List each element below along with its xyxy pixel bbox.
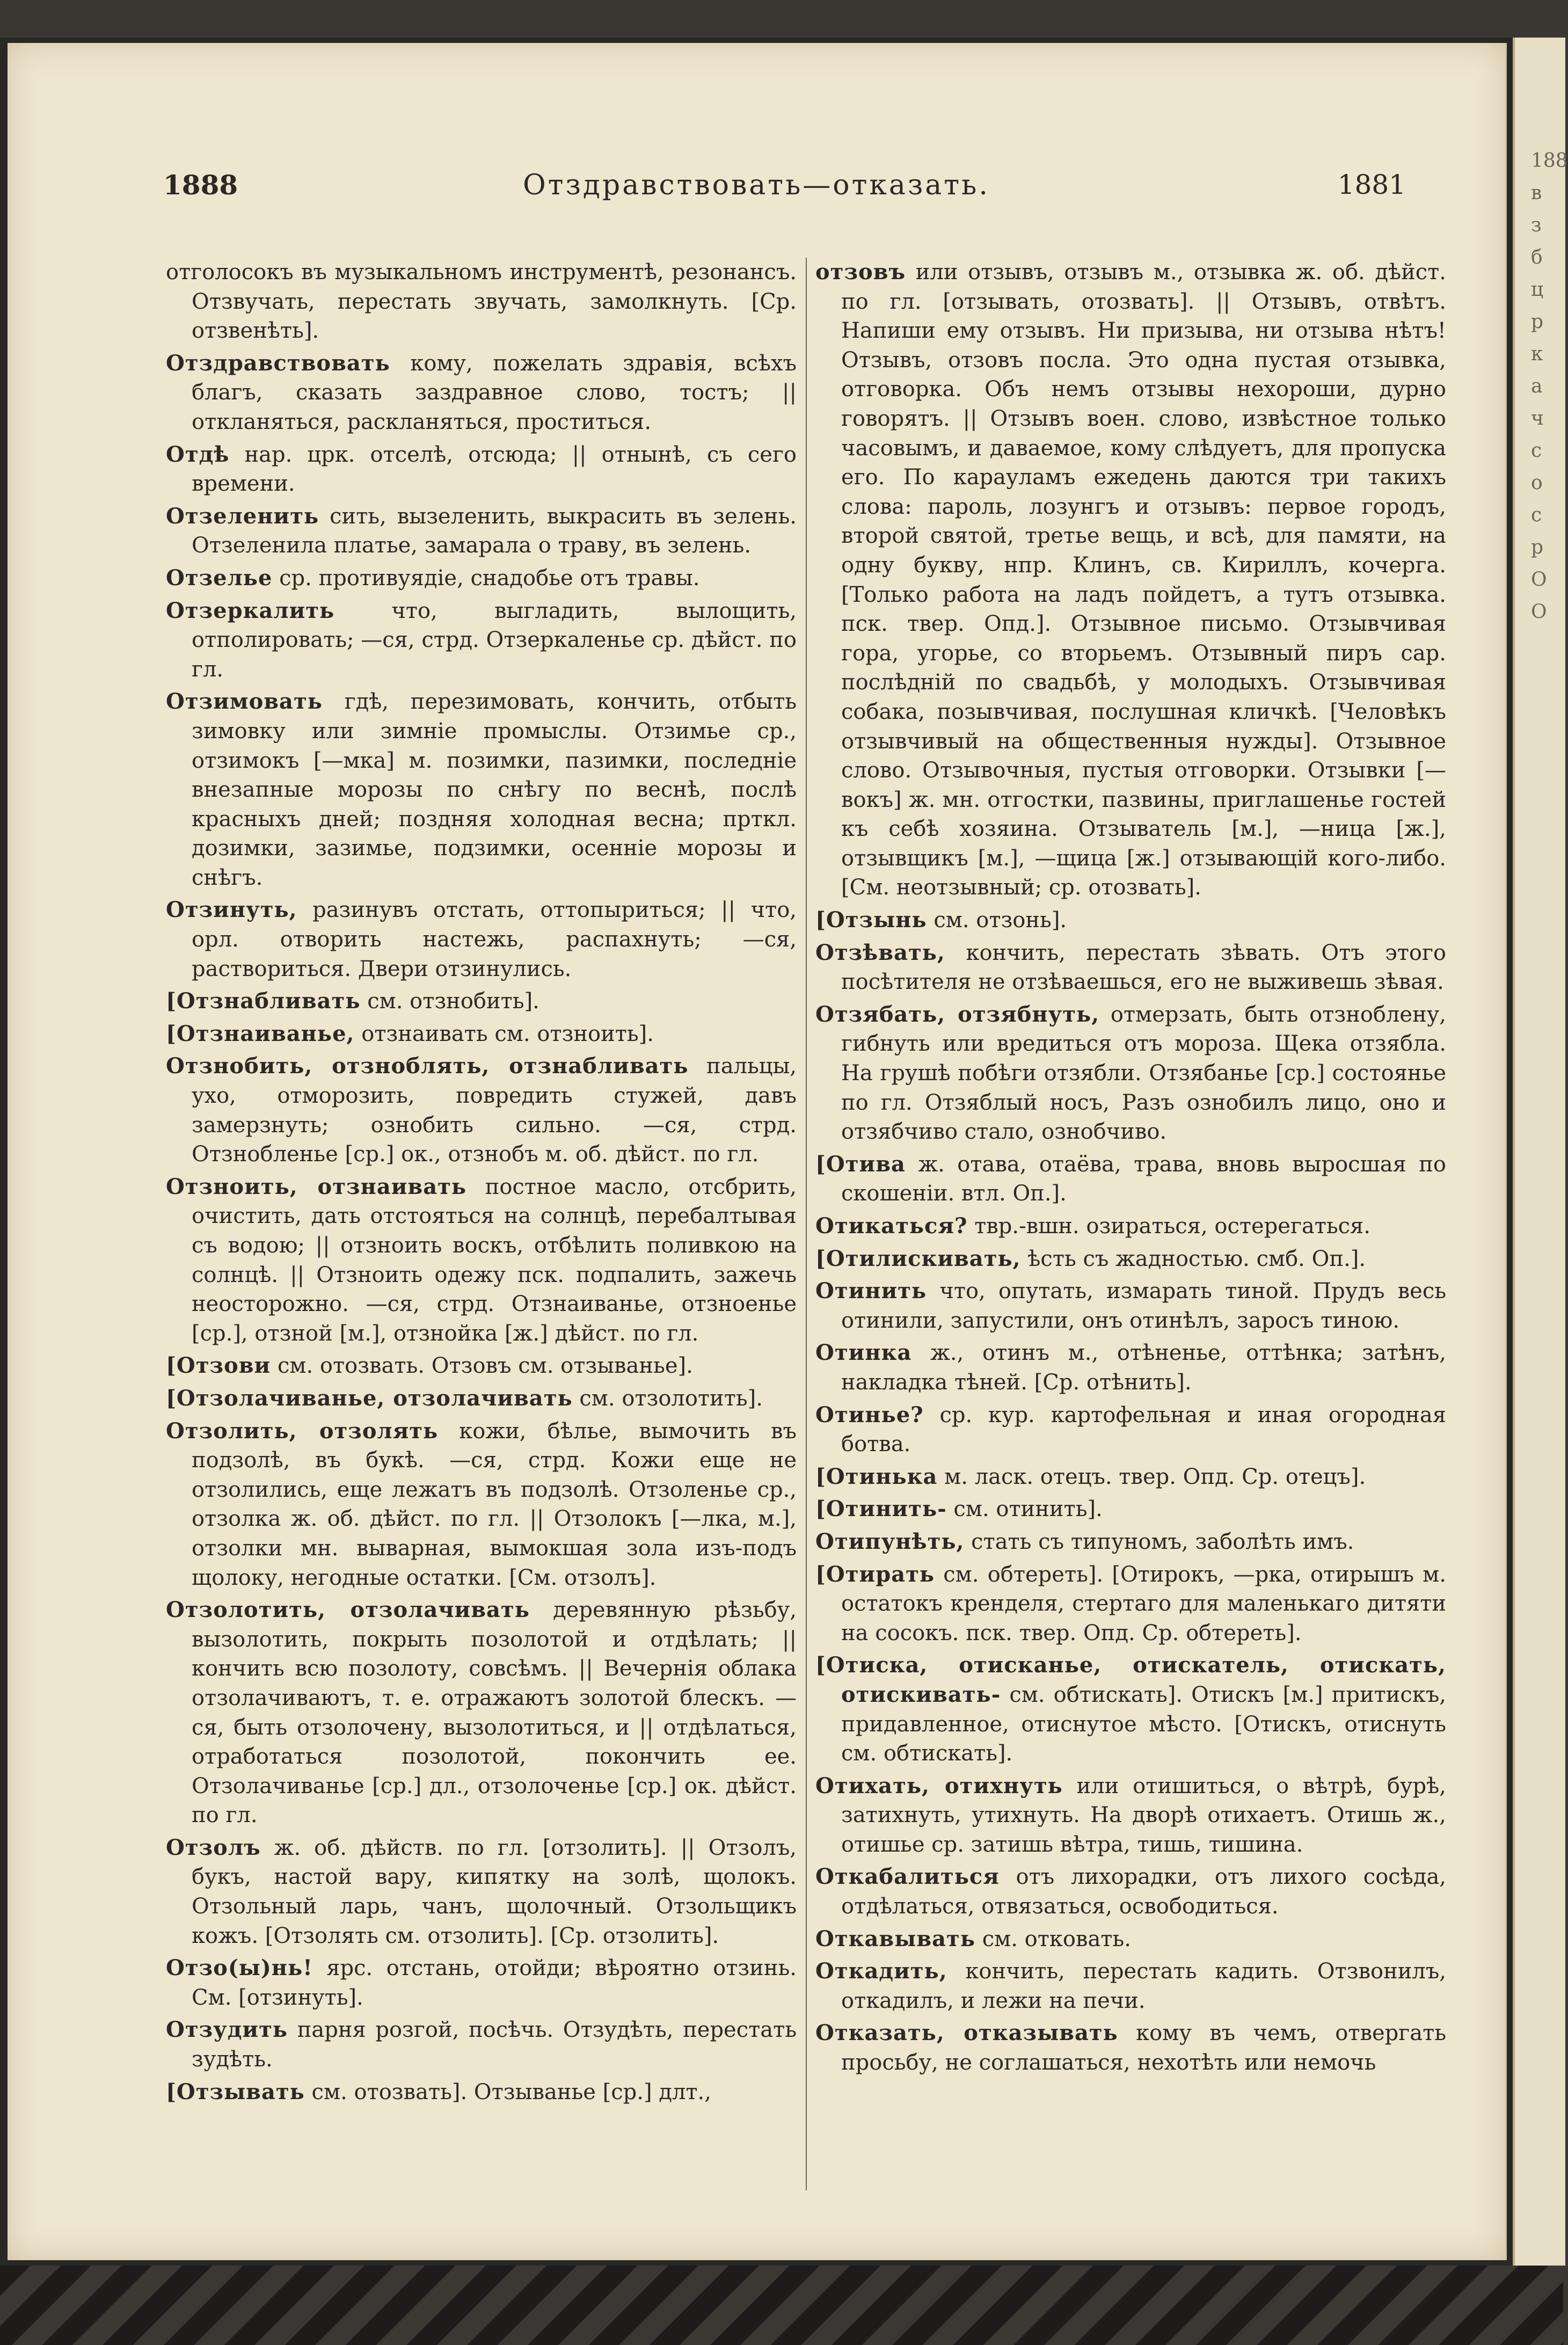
dictionary-entry [166, 1833, 797, 1950]
next-page-edge [1513, 38, 1568, 2266]
dictionary-entry [166, 349, 797, 437]
entry-definition: что, выгладить, вылощить, отполировать; —ся, стрд. Отзеркаленье ср. дѣйст. по гл. [192, 598, 797, 682]
margin-glyph: а [1531, 375, 1543, 397]
dictionary-entry [815, 1957, 1446, 2015]
dictionary-entry [815, 1925, 1446, 1954]
dictionary-entry [815, 1150, 1446, 1208]
entry-definition: см. отозвать. Отзовъ см. отзыванье]. [277, 1353, 693, 1379]
entry-headword: Отзябать, отзябнуть, [815, 1001, 1100, 1027]
entry-headword: Откабалиться [815, 1864, 1000, 1890]
entry-definition: гдѣ, перезимовать, кончить, отбыть зимовку или зимніе промыслы. Отзимье ср., отзимокъ [—мка] м. позимки, пазимки, последніе внезапные морозы по снѣгу по веснѣ, послѣ красныхъ дней; поздняя холодная весна; прткл. дозимки, зазимье, подзимки, осенніе морозы и снѣгъ. [192, 689, 797, 890]
left-column [166, 258, 797, 2110]
entry-definition: ѣсть съ жадностью. смб. Оп.]. [1027, 1246, 1366, 1271]
entry-headword: Отзноить, отзнаивать [166, 1174, 467, 1199]
dictionary-entry [815, 1244, 1446, 1274]
entry-definition: см. обтискать]. Отискъ [м.] притискъ, придавленное, отиснутое мѣсто. [Отискъ, отиснуть см. обтискать]. [841, 1682, 1446, 1766]
dictionary-entry [815, 1462, 1446, 1492]
entry-headword: [Отинить- [815, 1496, 947, 1522]
entry-definition: пальцы, ухо, отморозить, повредить стужей, давъ замерзнуть; ознобить сильно. —ся, стрд. Отзнобленье [ср.] ок., отзнобъ м. об. дѣйст. по гл. [192, 1054, 797, 1167]
entry-definition: сить, вызеленить, выкрасить въ зелень. Отзеленила платье, замарала о траву, въ зелень. [192, 504, 797, 558]
entry-definition: кому, пожелать здравія, всѣхъ благъ, сказать заздравное слово, тостъ; || откланяться, раскланяться, проститься. [192, 351, 797, 434]
dictionary-entry [815, 938, 1446, 997]
entry-headword: [Отзови [166, 1353, 271, 1379]
entry-headword: Отдѣ [166, 441, 230, 467]
entry-definition: отзнаивать см. отзноить]. [361, 1021, 654, 1046]
dictionary-entry [815, 1651, 1446, 1768]
entry-definition: ж. об. дѣйств. по гл. [отзолить]. || Отзолъ, букъ, настой вару, кипятку на золѣ, щолокъ. Отзольный ларь, чанъ, щолочный. Отзольщикъ кожъ. [Отзолять см. отзолить]. [Ср. отзолить]. [192, 1835, 797, 1948]
entry-definition: кончить, перестать зѣвать. Отъ этого посѣтителя не отзѣваешься, его не выживешь зѣвая. [841, 940, 1447, 995]
dictionary-entry [166, 564, 797, 593]
margin-glyph: ч [1531, 407, 1544, 429]
entry-headword: [Отзынь [815, 907, 927, 933]
dictionary-entry [815, 906, 1446, 935]
entry-definition: или отзывъ, отзывъ м., отзывка ж. об. дѣйст. по гл. [отзывать, отозвать]. || Отзывъ, отвѣтъ. Напиши ему отзывъ. Ни призыва, ни отзыва нѣтъ! Отзывъ, отзовъ посла. Это одна пустая отзывка, отговорка. Объ немъ отзывы нехороши, дурно говорятъ. || Отзывъ воен. слово, извѣстное только часовымъ, и даваемое, кому слѣдуетъ, для пропуска его. По карауламъ ежедень даются три такихъ слова: пароль, лозунгъ и отзывъ: первое городъ, второй святой, третье вещь, и всѣ, для памяти, на одну букву, нпр. Клинъ, св. Кириллъ, кочерга. [Только работа на ладъ пойдетъ, а тутъ отзывка. пск. твер. Опд.]. Отзывное письмо. Отзывчивая гора, угорье, со вторьемъ. Отзывный пиръ сар. послѣдній по свадьбѣ, у молодыхъ. Отзывчивая собака, позывчивая, послушная кличкѣ. [Человѣкъ отзывчивый на общественныя нужды]. Отзывное слово. Отзывочныя, пустыя отговорки. Отзывки [—вокъ] ж. мн. отгостки, пазвины, приглашенье гостей къ себѣ хозяина. Отзыватель [м.], —ница [ж.], отзывщикъ [м.], —щица [ж.] отзывающій кого-либо. [См. неотзывный; ср. отозвать]. [841, 260, 1447, 900]
dictionary-entry [166, 1596, 797, 1830]
margin-glyph: р [1531, 311, 1544, 333]
entry-headword: [Отирать [815, 1561, 935, 1587]
margin-glyph: к [1531, 343, 1543, 365]
dictionary-entry [166, 1417, 797, 1593]
dictionary-entry [166, 502, 797, 560]
entry-definition: нар. црк. отселѣ, отсюда; || отнынѣ, съ сего времени. [192, 442, 797, 497]
dictionary-entry [815, 1277, 1446, 1335]
dictionary-entry [815, 1212, 1446, 1241]
entry-headword: Отикаться? [815, 1213, 968, 1239]
dictionary-entry [166, 1954, 797, 2012]
entry-headword: Отзимовать [166, 689, 323, 715]
entry-definition: см. отзолотить]. [579, 1386, 763, 1411]
margin-glyph: в [1531, 182, 1542, 204]
margin-glyph: с [1531, 504, 1542, 526]
entry-headword: [Отилискивать, [815, 1246, 1021, 1271]
dictionary-entry [166, 2015, 797, 2074]
entry-headword: Отзнобить, отзноблять, отзнабливать [166, 1053, 689, 1079]
entry-headword: [Отзнабливать [166, 988, 361, 1014]
dictionary-entry [166, 687, 797, 892]
entry-headword: отзовъ [815, 259, 906, 285]
dictionary-page [8, 43, 1507, 2260]
entry-headword: Отипунѣть, [815, 1528, 965, 1554]
entry-headword: Отзо(ы)нь! [166, 1955, 313, 1981]
entry-headword: Отзолотить, отзолачивать [166, 1597, 530, 1623]
left-page-number: 1888 [163, 169, 238, 201]
margin-glyph: О [1531, 601, 1547, 623]
entry-headword: Отзѣвать, [815, 940, 945, 965]
dictionary-entry [815, 1772, 1446, 1860]
entry-definition: деревянную рѣзьбу, вызолотить, покрыть позолотой и отдѣлать; || кончить всю позолоту, совсѣмъ. || Вечернія облака отзолачиваютъ, т. е. отражаютъ золотой блескъ. —ся, быть отзолочену, вызолотиться, и || отдѣлаться, отработаться позолотой, покончить ее. Отзолачиванье [ср.] дл., отзолоченье [ср.] ок. дѣйст. по гл. [192, 1598, 797, 1828]
dictionary-entry [815, 1527, 1446, 1557]
dictionary-entry [815, 2019, 1446, 2077]
entry-definition: ярс. отстань, отойди; вѣроятно отзинь. См. [отзинуть]. [192, 1956, 797, 2010]
dictionary-entry [815, 1560, 1446, 1648]
entry-headword: [Отиска, отисканье, отискатель, отискать, отискивать- [815, 1652, 1446, 1707]
entry-definition: ж. отава, отаёва, трава, вновь выросшая по скошеніи. втл. Оп.]. [841, 1152, 1446, 1206]
entry-headword: [Отинька [815, 1463, 938, 1489]
next-page-glyphs [1531, 145, 1568, 628]
background-surface [0, 2266, 1563, 2345]
dictionary-entry [166, 1019, 797, 1049]
entry-definition: кончить, перестать кадить. Отзвонилъ, откадилъ, и лежи на печи. [841, 1959, 1447, 2013]
entry-headword: Отзеленить [166, 503, 319, 529]
entry-headword: Отинить [815, 1278, 927, 1304]
dictionary-entry [166, 440, 797, 499]
entry-headword: Отинка [815, 1340, 912, 1366]
dictionary-entry [166, 895, 797, 984]
entry-headword: [Отзолачиванье, отзолачивать [166, 1385, 573, 1411]
entry-headword: Отказать, отказывать [815, 2020, 1118, 2046]
entry-definition: ср. противуядіе, снадобье отъ травы. [279, 565, 700, 591]
entry-definition: см. обтереть]. [Отирокъ, —рка, отирышъ м. остатокъ кренделя, стертаго для маленькаго дитяти на сосокъ. пск. твер. Опд. Ср. обтереть]. [841, 1562, 1446, 1645]
right-column [815, 258, 1446, 2081]
dictionary-entry [166, 2078, 797, 2107]
entry-definition: м. ласк. отецъ. твер. Опд. Ср. отецъ]. [944, 1464, 1366, 1489]
entry-definition: см. отзонь]. [933, 908, 1067, 933]
dictionary-entry [815, 1495, 1446, 1524]
entry-definition: постное масло, отсбрить, очистить, дать отстояться на солнцѣ, перебалтывая съ водою; || отзноить воскъ, отбѣлить поливкою на солнцѣ. || Отзноить одежу пск. подпалить, зажечь неосторожно. —ся, стрд. Отзнаиванье, отзноенье [ср.], отзной [м.], отзнойка [ж.] дѣйст. по гл. [192, 1174, 797, 1346]
margin-glyph: 188 [1531, 150, 1568, 172]
entry-headword: Отзудить [166, 2017, 288, 2043]
entry-headword: [Отива [815, 1151, 906, 1177]
entry-definition: см. отозвать]. Отзыванье [ср.] длт., [311, 2079, 711, 2104]
dictionary-entry [815, 1862, 1446, 1921]
dictionary-entry [815, 1401, 1446, 1459]
dictionary-entry [166, 987, 797, 1016]
margin-glyph: р [1531, 536, 1544, 558]
entry-definition: см. отковать. [982, 1926, 1131, 1951]
dictionary-entry [166, 1384, 797, 1414]
entry-headword: Откадить, [815, 1958, 947, 1984]
entry-headword: Отздравствовать [166, 350, 390, 376]
margin-glyph: о [1531, 472, 1543, 494]
entry-headword: [Отзывать [166, 2079, 305, 2104]
margin-glyph: ц [1531, 279, 1544, 301]
entry-definition: отголосокъ въ музыкальномъ инструментѣ, резонансъ. Отзвучать, перестать звучать, замолкнуть. [Ср. отзвенѣть]. [166, 260, 797, 344]
dictionary-entry [166, 1052, 797, 1169]
entry-definition: кому въ чемъ, отвергать просьбу, не соглашаться, нехотѣть или немочь [841, 2021, 1446, 2075]
entry-definition: ж., отинъ м., отѣненье, оттѣнка; затѣнъ, накладка тѣней. [Ср. отѣнить]. [841, 1341, 1446, 1395]
dictionary-entry [815, 1338, 1446, 1397]
entry-definition: см. отзнобить]. [367, 989, 539, 1014]
entry-definition: разинувъ отстать, оттопыриться; || что, орл. отворить настежь, распахнуть; —ся, раствориться. Двери отзинулись. [192, 898, 797, 981]
entry-headword: Отинье? [815, 1402, 924, 1428]
entry-definition: стать съ типуномъ, заболѣть имъ. [971, 1529, 1354, 1554]
entry-headword: Отихать, отихнуть [815, 1773, 1063, 1798]
right-page-number: 1881 [1337, 169, 1406, 200]
book-spread [0, 38, 1568, 2266]
dictionary-entry [815, 258, 1446, 902]
dictionary-entry [166, 596, 797, 684]
entry-definition: отъ лихорадки, отъ лихого сосѣда, отдѣлаться, отвязаться, освободиться. [841, 1865, 1446, 1919]
dictionary-entry [166, 1172, 797, 1349]
dictionary-entry [166, 258, 797, 346]
entry-definition: отмерзать, быть отзноблену, гибнуть или вредиться отъ мороза. Щека отзябла. На грушѣ побѣги отзябли. Отзябанье [ср.] состоянье по гл. Отзяблый носъ, Разъ ознобилъ лицо, оно и отзябчиво стало, ознобчиво. [841, 1002, 1447, 1145]
entry-headword: Откавывать [815, 1926, 975, 1951]
column-divider [806, 258, 807, 2190]
margin-glyph: с [1531, 440, 1542, 462]
margin-glyph: О [1531, 569, 1547, 591]
entry-headword: Отзелье [166, 565, 273, 591]
entry-definition: твр.-вшн. озираться, остерегаться. [974, 1214, 1370, 1239]
entry-definition: парня розгой, посѣчь. Отзудѣть, перестать зудѣть. [192, 2018, 797, 2072]
entry-definition: см. отинить]. [953, 1497, 1103, 1522]
entry-definition: что, опутать, измарать тиной. Прудъ весь отинили, запустили, онъ отинѣлъ, заросъ тиною. [841, 1279, 1446, 1333]
entry-headword: Отзеркалить [166, 598, 335, 623]
entry-definition: кожи, бѣлье, вымочить въ подзолѣ, въ букѣ. —ся, стрд. Кожи еще не отзолились, еще лежатъ въ подзолѣ. Отзоленье ср., отзолка ж. об. дѣйст. по гл. || Отзолокъ [—лка, м.], отзолки мн. выварная, вымокшая зола изъ-подъ щолоку, негодные остатки. [См. отзолъ]. [192, 1418, 797, 1590]
entry-headword: Отзинуть, [166, 897, 297, 923]
entry-headword: [Отзнаиванье, [166, 1021, 355, 1046]
dictionary-entry [815, 1000, 1446, 1147]
entry-definition: ср. кур. картофельная и иная огородная ботва. [841, 1402, 1447, 1457]
margin-glyph: з [1531, 214, 1542, 236]
entry-headword: Отзолъ [166, 1834, 261, 1860]
entry-definition: или отишиться, о вѣтрѣ, бурѣ, затихнуть, утихнуть. На дворѣ отихаетъ. Отишь ж., отишье ср. затишь вѣтра, тишь, тишина. [841, 1773, 1446, 1857]
entry-headword: Отзолить, отзолять [166, 1418, 439, 1444]
dictionary-entry [166, 1351, 797, 1381]
running-title: Отздравствовать—отказать. [523, 169, 990, 201]
margin-glyph: б [1531, 246, 1543, 268]
